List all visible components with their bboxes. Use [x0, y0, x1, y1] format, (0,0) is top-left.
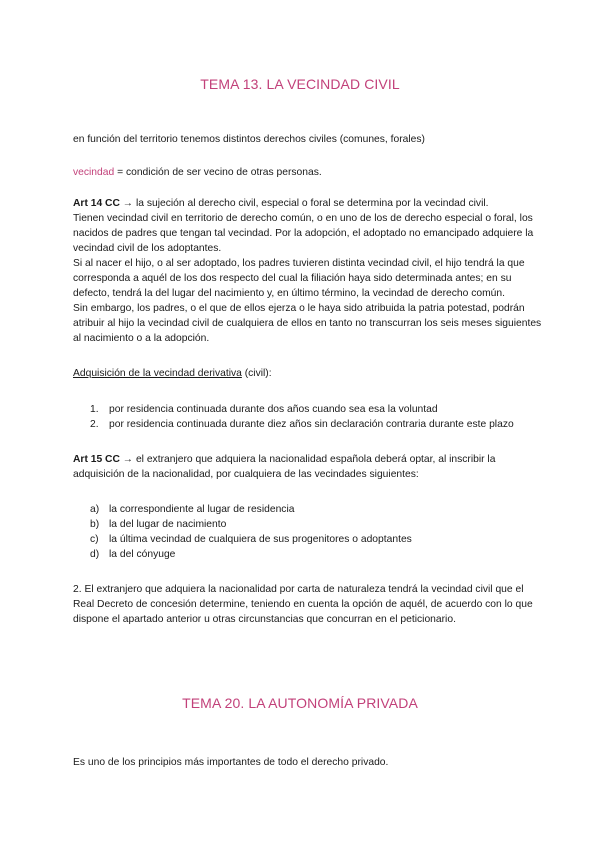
paragraph-2	[73, 582, 573, 627]
art14-line: al nacimiento o a la adopción.	[73, 333, 210, 344]
list-item-text: la última vecindad de cualquiera de sus progenitores o adoptantes	[109, 534, 412, 545]
list-item	[73, 532, 573, 547]
paragraph-2-line: dispone el apartado anterior u otras circunstancias que concurran en el peticionario.	[73, 614, 456, 625]
vecindades-list	[73, 502, 573, 562]
list-item-text: la del lugar de nacimiento	[109, 519, 227, 530]
art14-line: corresponda a aquél de los dos respecto del cual la filiación haya sido determinada antes; en su	[73, 273, 512, 284]
list-marker: d)	[90, 549, 100, 560]
list-item-text: por residencia continuada durante diez años sin declaración contraria durante este plazo	[109, 419, 514, 430]
list-item	[73, 502, 573, 517]
art15-first-line	[73, 452, 573, 467]
section-title-tema-20: TEMA 20. LA AUTONOMÍA PRIVADA	[182, 695, 418, 711]
list-marker: a)	[90, 504, 100, 515]
definition-line	[73, 165, 573, 180]
list-item-text: la del cónyuge	[109, 549, 176, 560]
list-item-text: la correspondiente al lugar de residencia	[109, 504, 295, 515]
list-marker: b)	[90, 519, 100, 530]
acquisition-list	[73, 402, 573, 432]
art14-text: la sujeción al derecho civil, especial o foral se determina por la vecindad civil.	[135, 198, 489, 209]
intro-paragraph: en función del territorio tenemos distintos derechos civiles (comunes, forales)	[73, 134, 425, 145]
art14-line: atribuir al hijo la vecindad civil de cualquiera de ellos en tanto no transcurran los seis meses siguientes	[73, 318, 542, 329]
list-marker: 1.	[90, 404, 99, 415]
art14-line: Tienen vecindad civil en territorio de derecho común, o en uno de los de derecho especial o foral, los	[73, 213, 533, 224]
list-marker: c)	[90, 534, 99, 545]
list-item-text: por residencia continuada durante dos años cuando sea esa la voluntad	[109, 404, 438, 415]
art14-line: nacidos de padres que tengan tal vecindad. Por la adopción, el adoptado no emancipado adquiere la	[73, 228, 534, 239]
acquisition-heading: Adquisición de la vecindad derivativa	[73, 368, 242, 379]
section2-intro: Es uno de los principios más importantes de todo el derecho privado.	[73, 757, 389, 768]
list-item	[73, 517, 573, 532]
art14-line: Sin embargo, los padres, o el que de ellos ejerza o le haya sido atribuida la patria potestad, podrán	[73, 303, 525, 314]
art14-block	[73, 196, 573, 346]
list-item	[73, 417, 573, 432]
art15-block	[73, 452, 573, 482]
acquisition-heading-line	[73, 366, 573, 381]
art14-arrow: →	[119, 198, 136, 209]
list-marker: 2.	[90, 419, 99, 430]
definition-term: vecindad	[73, 167, 115, 178]
definition-text: = condición de ser vecino de otras personas.	[114, 167, 322, 178]
paragraph-2-line: 2. El extranjero que adquiera la nacionalidad por carta de naturaleza tendrá la vecindad civil que el	[73, 584, 524, 595]
art14-first-line	[73, 196, 573, 211]
art14-line: defecto, tendrá la del lugar del nacimiento y, en último término, la vecindad de derecho común.	[73, 288, 505, 299]
art15-text: el extranjero que adquiera la nacionalidad española deberá optar, al inscribir la	[135, 454, 496, 465]
art15-line: adquisición de la nacionalidad, por cualquiera de las vecindades siguientes:	[73, 469, 419, 480]
art14-label: Art 14 CC	[73, 198, 120, 209]
art15-arrow: →	[119, 454, 136, 465]
section-title-tema-13: TEMA 13. LA VECINDAD CIVIL	[200, 76, 400, 92]
acquisition-heading-suffix: (civil):	[241, 368, 272, 379]
list-item	[73, 402, 573, 417]
art14-line: vecindad civil de los adoptantes.	[73, 243, 222, 254]
art14-line: Si al nacer el hijo, o al ser adoptado, los padres tuvieren distinta vecindad civil, el hijo tendrá la que	[73, 258, 525, 269]
list-item	[73, 547, 573, 562]
paragraph-2-line: Real Decreto de concesión determine, teniendo en cuenta la opción de aquél, de acuerdo con lo que	[73, 599, 533, 610]
art15-label: Art 15 CC	[73, 454, 120, 465]
